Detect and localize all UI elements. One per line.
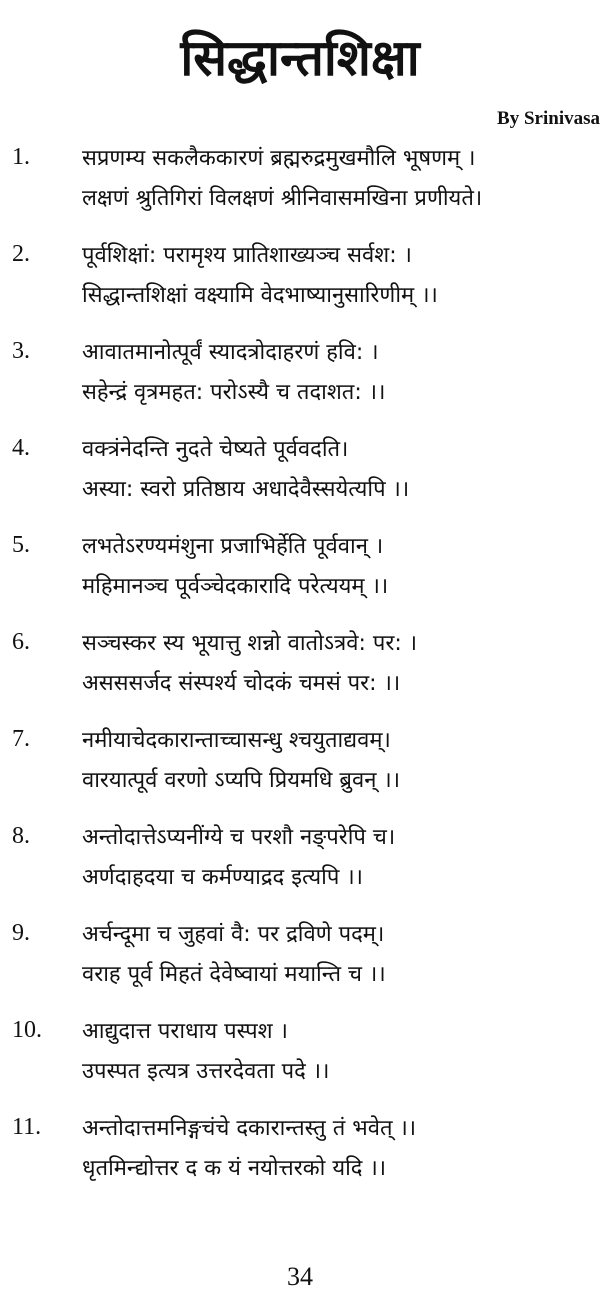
verse-line-2: उपस्पत इत्यत्र उत्तरदेवता पदे ।। xyxy=(82,1059,330,1084)
verse-line-2: असससर्जद संस्पर्श्य चोदकं चमसं पर: ।। xyxy=(82,671,401,696)
verse-number: 8. xyxy=(12,823,30,849)
author-byline: By Srinivasa xyxy=(497,108,600,129)
verse-line-1: सञ्चस्कर स्य भूयात्तु शन्नो वातोऽत्रवे: पर: । xyxy=(82,631,418,656)
verse-line-1: अर्चन्दूमा च जुहवां वै: पर द्रविणे पदम्। xyxy=(82,922,385,947)
verse-list xyxy=(0,142,600,1209)
verse-1 xyxy=(0,142,600,239)
verse-line-1: अन्तोदात्तमनिङ्गचंचे दकारान्तस्तु तं भवेत् ।। xyxy=(82,1116,417,1141)
verse-number: 4. xyxy=(12,435,30,461)
verse-number: 1. xyxy=(12,144,30,170)
verse-line-1: लभतेऽरण्यमंशुना प्रजाभिर्हेति पूर्ववान् । xyxy=(82,534,384,559)
verse-line-1: अन्तोदात्तेऽप्यनींग्ये च परशौ नङ्परेपि च। xyxy=(82,825,396,850)
verse-10 xyxy=(0,1015,600,1112)
verse-7 xyxy=(0,724,600,821)
verse-line-1: सप्रणम्य सकलैककारणं ब्रह्मरुद्रमुखमौलि भूषणम् । xyxy=(82,146,476,171)
verse-line-2: वराह पूर्व मिहतं देवेष्वायां मयान्ति च ।। xyxy=(82,962,386,987)
verse-line-2: वारयात्पूर्व वरणो ऽप्यपि प्रियमधि ब्रुवन् ।। xyxy=(82,768,401,793)
verse-number: 11. xyxy=(12,1114,42,1140)
verse-6 xyxy=(0,627,600,724)
verse-line-1: आद्युदात्त पराधाय पस्पश । xyxy=(82,1019,288,1044)
verse-number: 7. xyxy=(12,726,30,752)
verse-line-1: पूर्वशिक्षां: परामृश्य प्रातिशाख्यञ्च सर्वश: । xyxy=(82,243,412,268)
verse-line-2: सहेन्द्रं वृत्रमहत: परोऽस्यै च तदाशत: ।। xyxy=(82,380,386,405)
page-number: 34 xyxy=(287,1262,313,1291)
verse-number: 9. xyxy=(12,920,30,946)
verse-line-2: महिमानञ्च पूर्वञ्चेदकारादि परेत्ययम् ।। xyxy=(82,574,389,599)
page-title: सिद्धान्तशिक्षा xyxy=(180,29,420,87)
verse-11 xyxy=(0,1112,600,1209)
verse-2 xyxy=(0,239,600,336)
verse-line-2: अस्या: स्वरो प्रतिष्ठाय अधादेवैस्सयेत्यपि ।। xyxy=(82,477,410,502)
verse-number: 5. xyxy=(12,532,30,558)
verse-line-2: सिद्धान्तशिक्षां वक्ष्यामि वेदभाष्यानुसारिणीम् ।। xyxy=(82,283,438,308)
verse-4 xyxy=(0,433,600,530)
verse-3 xyxy=(0,336,600,433)
verse-line-2: धृतमिन्द्योत्तर द क यं नयोत्तरको यदि ।। xyxy=(82,1156,387,1181)
verse-line-2: लक्षणं श्रुतिगिरां विलक्षणं श्रीनिवासमखिना प्रणीयते। xyxy=(82,186,483,211)
verse-5 xyxy=(0,530,600,627)
verse-number: 2. xyxy=(12,241,30,267)
verse-number: 3. xyxy=(12,338,30,364)
verse-9 xyxy=(0,918,600,1015)
verse-line-1: आवातमानोत्पूर्वं स्यादत्रोदाहरणं हवि: । xyxy=(82,340,379,365)
verse-line-2: अर्णदाहदया च कर्मण्याद्रद इत्यपि ।। xyxy=(82,865,363,890)
verse-number: 10. xyxy=(12,1017,42,1043)
verse-line-1: नमीयाचेदकारान्ताच्चासन्धु श्चयुताद्यवम्। xyxy=(82,728,391,753)
verse-number: 6. xyxy=(12,629,30,655)
verse-8 xyxy=(0,821,600,918)
verse-line-1: वक्त्रंनेदन्ति नुदते चेष्यते पूर्ववदति। xyxy=(82,437,349,462)
